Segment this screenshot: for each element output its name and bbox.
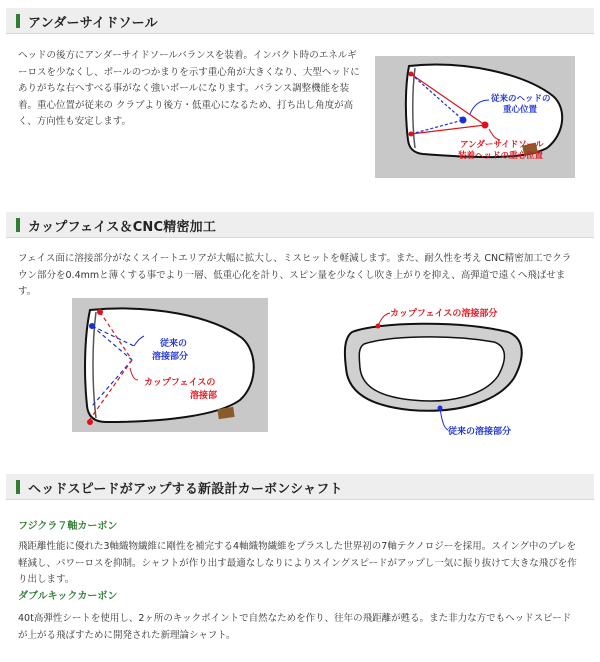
conventional-cg-label-1: 従来のヘッドの — [491, 94, 551, 104]
shaft-subheading-fujikura: フジクラ７軸カーボン — [18, 521, 118, 532]
cup-face-description: フェイス面に溶接部分がなくスイートエリアが大幅に拡大し、ミスヒットを軽減します。また、耐久性を考え CNC精密加工でクラウン部分を0.4mmと薄くする事でより一層、低重心化を計り、スピン量を少なくし吹き上がりを抑え、高弾道で遠くへ飛ばせます。 — [18, 253, 572, 297]
under-sole-cg-label-1: アンダーサイドソール — [460, 140, 544, 150]
red-point-top — [97, 309, 103, 315]
section-title: アンダーサイドソール — [28, 16, 158, 31]
section-marker — [16, 14, 20, 28]
cup-weld-label-2: 溶接部 — [190, 391, 218, 401]
conventional-cg-label-2: 重心位置 — [503, 105, 538, 115]
section-title: カップフェイス＆CNC精密加工 — [28, 220, 217, 235]
section-title: ヘッドスピードがアップする新設計カーボンシャフト — [28, 482, 343, 497]
conventional-weld-label: 従来の溶接部分 — [448, 427, 512, 437]
under-sole-cg-label-2: 装着ヘッドの重心位置 — [458, 151, 544, 161]
red-leader — [378, 313, 390, 326]
cup-face-left-diagram — [72, 298, 268, 432]
conventional-weld-label-1: 従来の — [160, 339, 188, 349]
under-sole-diagram — [375, 56, 575, 178]
cup-weld-label: カップフェイスの溶接部分 — [390, 309, 498, 319]
under-sole-cg-dot — [482, 122, 489, 129]
conventional-cg-dot — [460, 117, 467, 124]
section-marker — [16, 480, 20, 494]
section-header-under-sole — [6, 8, 594, 34]
shaft-subheading-double-kick: ダブルキックカーボン — [18, 591, 118, 602]
conventional-weld-label-2: 溶接部分 — [152, 352, 189, 362]
blue-point-top — [89, 323, 95, 329]
shaft-double-kick-description: 40t高弾性シートを使用し、2ヶ所のキックポイントで自然なためを作り、往年の飛距離が甦る。また非力な方でもヘッドスピードが上がる飛ばすために開発された新理論シャフト。 — [18, 613, 572, 641]
red-point-bottom — [87, 419, 93, 425]
face-top-point — [409, 72, 414, 77]
section-marker — [16, 218, 20, 232]
face-bottom-point — [409, 132, 414, 137]
section-header-cup-face — [6, 212, 594, 238]
cup-face-right-figure — [338, 298, 534, 438]
under-sole-figure — [375, 56, 575, 178]
under-sole-description: ヘッドの後方にアンダーサイドソールバランスを装着。インパクト時のエネルギーロスを少なくし、ボールのつかまりを示す重心角が大きくなり、大型ヘッドにありがちな右へすべる事がなく強いボールになります。バランス調整機能を装着。重心位置が従来の クラブより後方・低重心になるため、打ち出し角度が高く、方向性も安定します。 — [18, 50, 360, 127]
shaft-fujikura-description: 飛距離性能に優れた3軸織物繊維に剛性を補完する4軸織物繊維をプラスした世界初の7軸テクノロジーを採用。スイング中のブレを軽減し、パワーロスを抑制。シャフトが作り出す最適なしなりによりスイングスピードがアップし一気に振り抜けて大きな飛びを作り出します。 — [18, 541, 577, 585]
cup-weld-label-1: カップフェイスの — [144, 378, 216, 388]
cup-face-right-diagram — [338, 298, 534, 438]
club-head-shape — [85, 308, 254, 422]
section-header-shaft — [6, 474, 594, 500]
cup-face-left-figure — [72, 298, 268, 432]
